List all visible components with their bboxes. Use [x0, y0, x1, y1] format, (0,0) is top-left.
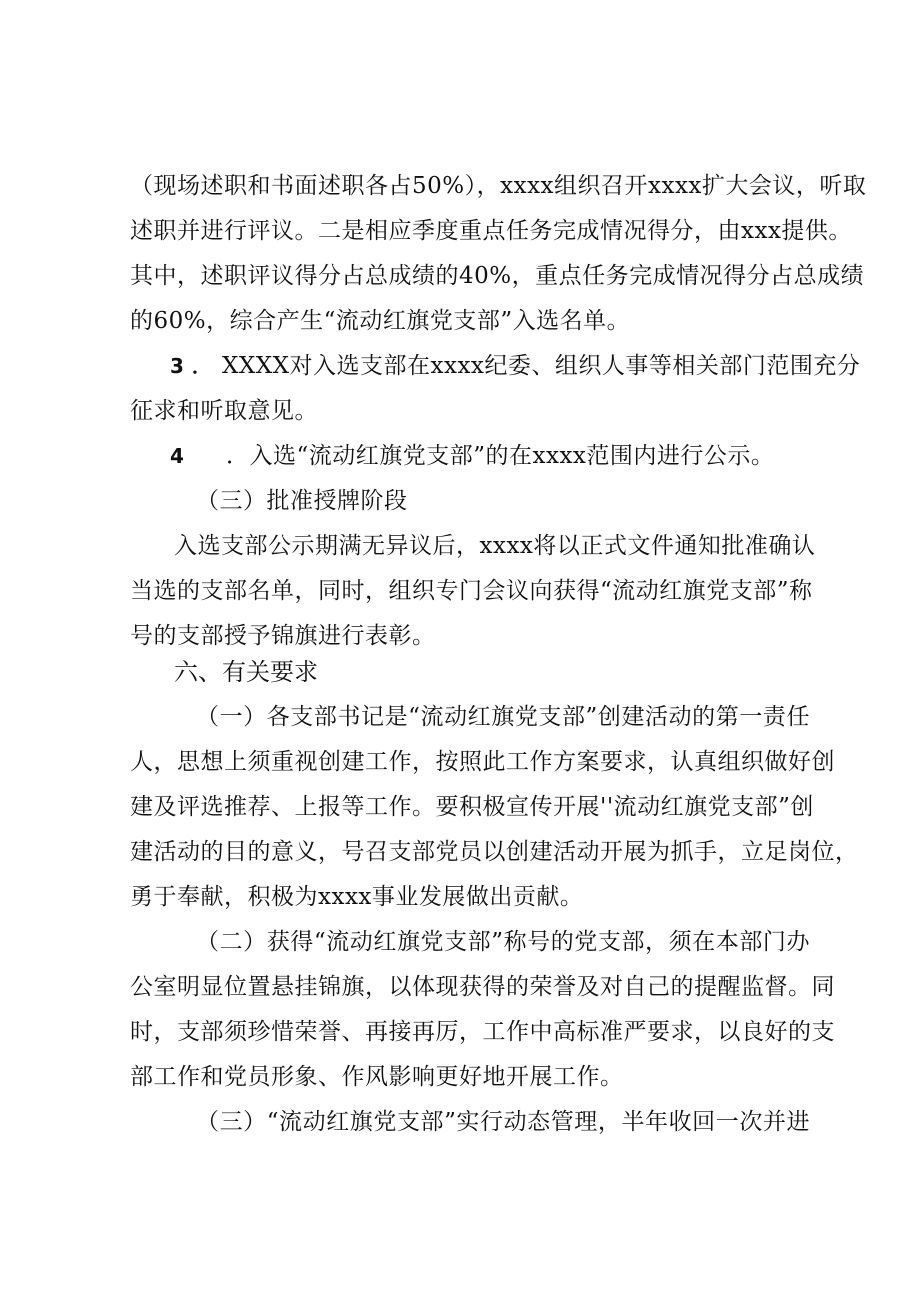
paragraph-line: （一）各支部书记是“流动红旗党支部”创建活动的第一责任 [196, 704, 810, 730]
paragraph-line: （三）“流动红旗党支部”实行动态管理，半年收回一次并进 [196, 1109, 810, 1135]
paragraph-line: 建及评选推荐、上报等工作。要积极宣传开展''流动红旗党支部”创 [130, 794, 814, 820]
section-heading: 六、有关要求 [174, 658, 318, 686]
section-subheading: （三）批准授牌阶段 [196, 488, 408, 514]
paragraph-line: 其中，述职评议得分占总成绩的40%，重点任务完成情况得分占总成绩 [130, 263, 865, 289]
paragraph-line: 号的支部授予锦旗进行表彰。 [130, 623, 436, 649]
paragraph-line: 述职并进行评议。二是相应季度重点任务完成情况得分，由xxx提供。 [130, 218, 852, 244]
paragraph-line: 人，思想上须重视创建工作，按照此工作方案要求，认真组织做好创 [130, 749, 835, 775]
list-item-3 [170, 346, 861, 386]
paragraph-line: 入选支部公示期满无异议后，xxxx将以正式文件通知批准确认 [174, 533, 816, 559]
paragraph-line: 部工作和党员形象、作风影响更好地开展工作。 [130, 1064, 624, 1090]
list-number: 4 [170, 444, 185, 468]
paragraph-line: 征求和听取意见。 [130, 398, 318, 424]
paragraph-line: 勇于奉献，积极为xxxx事业发展做出贡献。 [130, 884, 584, 910]
paragraph-line: 时，支部须珍惜荣誉、再接再厉，工作中高标准严要求，以良好的支 [130, 1019, 835, 1045]
list-number: 3 ． [170, 354, 213, 378]
paragraph-line: （现场述职和书面述职各占50%），xxxx组织召开xxxx扩大会议，听取 [130, 173, 867, 199]
paragraph-line: （二）获得“流动红旗党支部”称号的党支部，须在本部门办 [196, 929, 810, 955]
list-item-text: XXXX对入选支部在xxxx纪委、组织人事等相关部门范围充分 [222, 353, 861, 379]
list-item-text: ．入选“流动红旗党支部”的在xxxx范围内进行公示。 [226, 443, 775, 469]
paragraph-line: 的60%，综合产生“流动红旗党支部”入选名单。 [130, 308, 631, 334]
paragraph-line: 建活动的目的意义，号召支部党员以创建活动开展为抓手，立足岗位， [130, 839, 859, 865]
list-item-4 [170, 436, 810, 476]
paragraph-line: 当选的支部名单，同时，组织专门会议向获得“流动红旗党支部”称 [130, 578, 813, 604]
paragraph-line: 公室明显位置悬挂锦旗，以体现获得的荣誉及对自己的提醒监督。同 [130, 974, 835, 1000]
